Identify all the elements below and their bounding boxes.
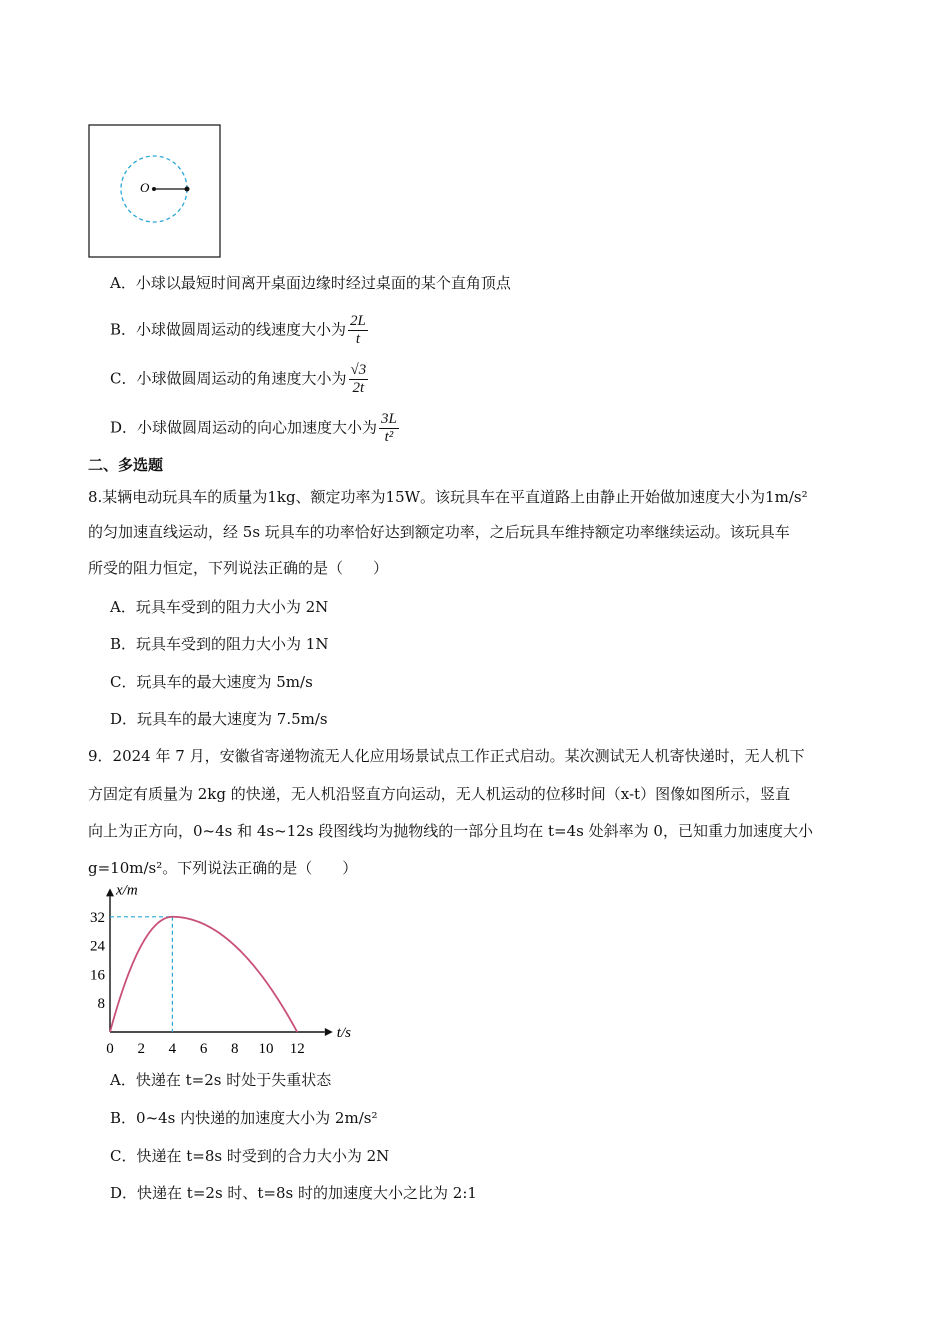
q9-option-d: D．快递在 t=2s 时、t=8s 时的加速度大小之比为 2:1	[110, 1184, 477, 1202]
q8-option-a: A．玩具车受到的阻力大小为 2N	[110, 598, 329, 616]
circle-figure	[88, 124, 222, 258]
q9-line-1: 9．2024 年 7 月，安徽省寄递物流无人化应用场景试点工作正式启动。某次测试无人机寄快递时，无人机下	[88, 747, 805, 765]
x-tick-label: 2	[137, 1041, 145, 1057]
y-tick-label: 16	[90, 967, 105, 984]
q7-option-c: C．小球做圆周运动的角速度大小为 $\frac{√3}{2t}$	[110, 362, 367, 396]
x-tick-label: 0	[106, 1041, 114, 1057]
q8-line-1: 8.某辆电动玩具车的质量为1kg、额定功率为15W。该玩具车在平直道路上由静止开始做加速度大小为1m/s²	[88, 488, 808, 506]
xt-chart	[80, 885, 370, 1065]
center-dot	[152, 187, 156, 191]
q9-option-a: A．快递在 t=2s 时处于失重状态	[110, 1071, 332, 1089]
y-axis-label: x/m	[116, 885, 138, 899]
table-square	[89, 125, 220, 257]
y-tick-label: 32	[90, 909, 105, 926]
fraction-d: $\frac{3L}{\text{t²}}$	[381, 411, 397, 445]
q8-line-3: 所受的阻力恒定，下列说法正确的是（ ）	[88, 559, 389, 577]
x-axis-arrow	[325, 1028, 333, 1036]
q7-option-a: A．小球以最短时间离开桌面边缘时经过桌面的某个直角顶点	[110, 274, 511, 292]
x-tick-label: 12	[289, 1041, 305, 1057]
fraction-b: $\frac{2L}{t}$	[350, 313, 366, 347]
section-heading: 二、多选题	[88, 456, 164, 474]
q7-option-b: B．小球做圆周运动的线速度大小为 $\frac{2L}{t}$	[110, 313, 366, 347]
q9-option-c: C．快递在 t=8s 时受到的合力大小为 2N	[110, 1147, 390, 1165]
q8-option-c: C．玩具车的最大速度为 5m/s	[110, 673, 313, 691]
x-tick-label: 10	[258, 1041, 274, 1057]
ball-dot	[185, 187, 190, 192]
q9-line-3: 向上为正方向，0~4s 和 4s~12s 段图线均为抛物线的一部分且均在 t=4s 处斜率为 0，已知重力加速度大小	[88, 822, 813, 840]
q7-option-d: D．小球做圆周运动的向心加速度大小为 $\frac{3L}{\text{t²}}$	[110, 411, 397, 445]
q9-option-b: B．0~4s 内快递的加速度大小为 2m/s²	[110, 1109, 378, 1127]
x-axis-label: t/s	[336, 1025, 351, 1041]
q8-option-b: B．玩具车受到的阻力大小为 1N	[110, 635, 329, 653]
y-tick-label: 8	[97, 996, 105, 1013]
q9-line-2: 方固定有质量为 2kg 的快递，无人机沿竖直方向运动，无人机运动的位移时间（x-t）图像如图所示，竖直	[88, 785, 791, 803]
fraction-c: $\frac{√3}{2t}$	[350, 362, 367, 396]
xt-curve	[110, 917, 297, 1032]
x-tick-label: 6	[199, 1041, 208, 1057]
q8-line-2: 的匀加速直线运动，经 5s 玩具车的功率恰好达到额定功率，之后玩具车维持额定功率继续运动。该玩具车	[88, 523, 790, 541]
y-tick-label: 24	[90, 938, 105, 955]
q8-option-d: D．玩具车的最大速度为 7.5m/s	[110, 710, 328, 728]
x-tick-label: 4	[168, 1041, 177, 1057]
x-tick-label: 8	[231, 1041, 239, 1057]
q9-line-4: g=10m/s²。下列说法正确的是（ ）	[88, 859, 358, 877]
y-axis-arrow	[106, 888, 114, 896]
center-label: O	[140, 180, 150, 195]
